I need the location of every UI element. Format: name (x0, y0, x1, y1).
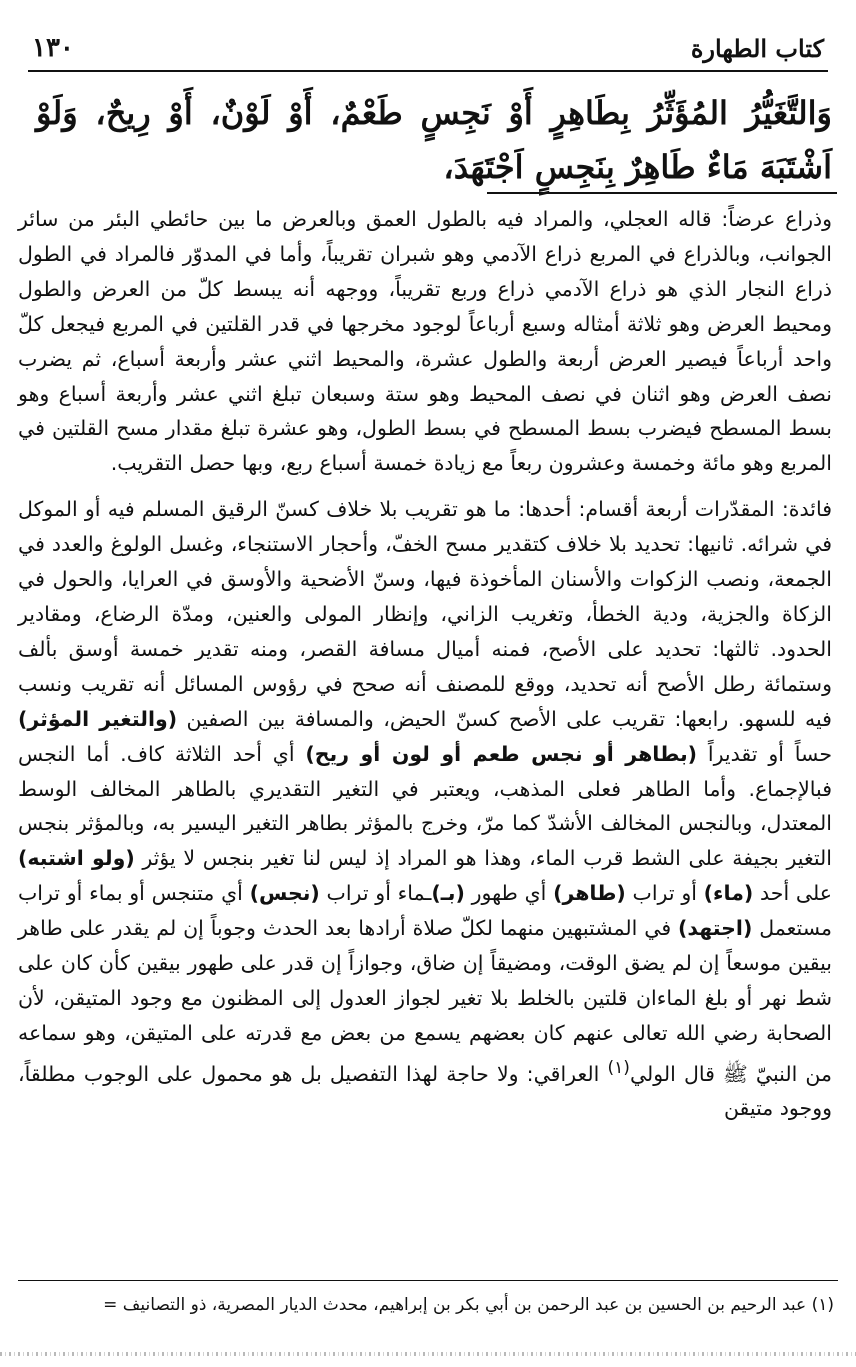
quoted-matn: (بطاهر أو نجس طعم أو لون أو ريح) (305, 741, 698, 766)
quoted-matn: (ولو اشتبه) (18, 846, 135, 871)
footnote-text: عبد الرحيم بن الحسين بن عبد الرحمن بن أبي بكر بن إبراهيم، محدث الديار المصرية، ذو التصانيف = (103, 1295, 812, 1315)
quoted-matn: (نجس) (249, 881, 320, 906)
footnote-rule (18, 1280, 838, 1281)
commentary-paragraph-2 (18, 492, 832, 1126)
text-run: أي متنجس أو بماء أو تراب مستعمل (18, 881, 832, 941)
running-title: كتاب الطهارة (690, 33, 824, 63)
commentary-paragraph-1: وذراع عرضاً: قاله العجلي، والمراد فيه بالطول العمق وبالعرض ما بين حائطي البئر من سائر الجوانب، وبالذراع في المربع ذراع الآدمي وهو شبران تقريباً، وأما في المدوّر فالمراد في الطول ذراع النجار الذي هو ذراع الآدمي ذراع وربع تقريباً، ووجهه أنه يبسط كلّ من العرض والطول ومحيط العرض وهو ثلاثة أمثاله وسبع أرباعاً لوجود مخرجها في قدر القلتين في المربع فيجعل كلّ واحد أرباعاً فيصير العرض أربعة والطول عشرة، والمحيط اثني عشر وأربعة أسباع، ثم يضرب نصف العرض وهو اثنان في نصف المحيط وهو ستة وسبعان تبلغ اثني عشر وأربعة أسباع وهو بسط المسطح فيضرب بسط المسطح في بسط الطول، وهو عشرة تبلغ مقدار مسح القلتين في المربع وهو مائة وخمسة وعشرون ربعاً مع زيادة خمسة أسباع ربع، وبها حصل التقريب. (18, 207, 832, 476)
text-run: فائدة: المقدّرات أربعة أقسام: أحدها: ما هو تقريب بلا خلاف كسنّ الرقيق المسلم فيه أو الموكل في شرائه. ثانيها: تحديد بلا خلاف كتقدير مسح الخفّ، وأحجار الاستنجاء، وغسل الولوغ والعدد في الجمعة، ونصب الزكوات والأسنان المأخوذة فيها، وسنّ الأضحية والأوسق في العرايا، والحول في الزكاة والجزية، ودية الخطأ، وتغريب الزاني، وإنظار المولى والعنين، ومدّة الرضاع، ومقادير الحدود. ثالثها: تحديد على الأصح، فمنه أميال مسافة القصر، ومنه تقدير خمسة أوسق بألف وستمائة رطل الأصح أنه تحديد، ووقع للمصنف أنه صحح في رؤوس المسائل أنه تقريب ونسب فيه للسهو. رابعها: تقريب على الأصح كسنّ الحيض، والمسافة بين الصفين (18, 497, 832, 731)
commentary (18, 202, 832, 1126)
text-run: أي أحد الثلاثة كاف. أما النجس فبالإجماع. وأما الطاهر فعلى المذهب، ويعتبر في التغير التقديري بالطاهر المخالف الوسط المعتدل، وبالنجس المخالف الأشدّ كما مرّ، وخرج بالمؤثر بطاهر التغير اليسير به، وبالمؤثر بنجس التغير بجيفة على الشط قرب الماء، وهذا هو المراد إذ ليس لنا تغير بنجس لا يؤثر (18, 741, 832, 871)
footnote-number: (١) (811, 1295, 834, 1315)
text-run: العراقي: ولا حاجة لهذا التفصيل بل هو محمول على الوجوب مطلقاً، ووجود متيقن (18, 1061, 832, 1121)
quoted-matn: (بـ) (431, 881, 465, 906)
quoted-matn: (اجتهد) (678, 916, 753, 941)
text-run: في المشتبهين منهما لكلّ صلاة أرادها بعد الحدث وجوباً إن لم يقدر على طاهر بيقين موسعاً إن لم يضق الوقت، ومضيقاً إن ضاق، وجوازاً إن قدر على طهور بيقين كأن كان على شط نهر أو بلغ الماءان قلتين بالخلط بلا تغير لجواز العدول إلى المظنون مع وجود المتيقن، لأن الصحابة رضي الله تعالى عنهم كان بعضهم يسمع من بعض مع قدرته على المتيقن، وهو سماعه من النبيّ ﷺ قال الولي (18, 916, 832, 1086)
page-header (32, 28, 824, 68)
footnote-reference: (١) (607, 1057, 630, 1078)
quoted-matn: (ماء) (703, 881, 754, 906)
footnote (14, 1290, 834, 1320)
text-run: حساً أو تقديراً (697, 741, 833, 766)
scan-noise-strip (0, 1352, 856, 1356)
matn-text: وَالتَّغَيُّرُ المُؤَثِّرُ بِطَاهِرٍ أَوْ نَجِسٍ طَعْمٌ، أَوْ لَوْنٌ، أَوْ رِيحٌ، وَلَوْ اَشْتَبَهَ مَاءٌ طَاهِرٌ بِنَجِسٍ اَجْتَهَدَ، (36, 94, 832, 186)
quoted-matn: (طاهر) (553, 881, 626, 906)
header-rule (28, 70, 828, 72)
page-number: ١٣٠ (32, 33, 74, 63)
text-run: على أحد (753, 881, 833, 906)
text-run: أي طهور (464, 881, 554, 906)
quoted-matn: (والتغير المؤثر) (18, 706, 178, 731)
text-run: ـماء أو تراب (319, 881, 432, 906)
matn-separator (487, 192, 837, 194)
text-run: أو تراب (625, 881, 704, 906)
